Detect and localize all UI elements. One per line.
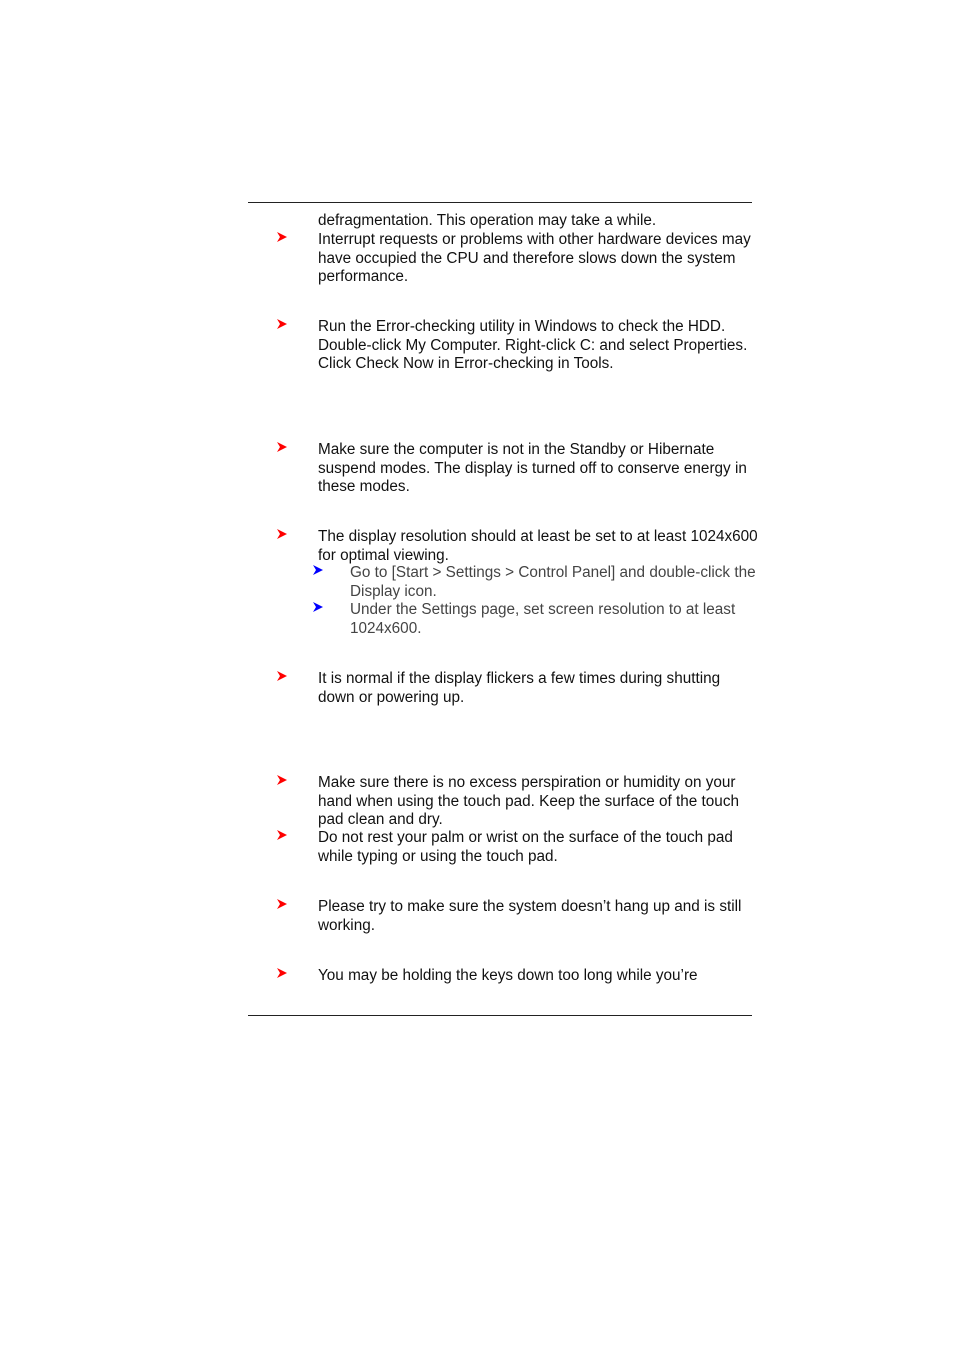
sub-list-item-text: Under the Settings page, set screen resolution to at least 1024x600. — [350, 601, 736, 637]
list-item-text: You may be holding the keys down too long while you’re — [318, 967, 698, 984]
red-arrow-bullet-icon — [276, 318, 292, 337]
list-item-text: Please try to make sure the system doesn’t hang up and is still working. — [318, 898, 742, 934]
red-arrow-bullet-icon — [276, 670, 292, 689]
red-arrow-bullet-icon — [276, 528, 292, 547]
list-item-text: Make sure there is no excess perspiration or humidity on your hand when using the touch pad. Keep the surface of the touch pad clean and dry. — [318, 774, 739, 829]
list-item-text: Run the Error-checking utility in Windows to check the HDD. Double-click My Computer. Right-click C: and select Properties. Click Check Now in Error-checking in Tools. — [318, 318, 748, 373]
list-item-text: It is normal if the display flickers a few times during shutting down or powering up. — [318, 670, 721, 706]
continued-text: defragmentation. This operation may take a while. — [318, 212, 657, 229]
list-item-text: Make sure the computer is not in the Standby or Hibernate suspend modes. The display is turned off to conserve energy in these modes. — [318, 441, 747, 496]
red-arrow-bullet-icon — [276, 441, 292, 460]
top-rule — [248, 202, 752, 203]
list-item-text: Do not rest your palm or wrist on the surface of the touch pad while typing or using the touch pad. — [318, 829, 733, 865]
blue-arrow-bullet-icon — [312, 564, 328, 583]
red-arrow-bullet-icon — [276, 967, 292, 986]
red-arrow-bullet-icon — [276, 231, 292, 250]
red-arrow-bullet-icon — [276, 774, 292, 793]
blue-arrow-bullet-icon — [312, 601, 328, 620]
list-item-text: Interrupt requests or problems with other hardware devices may have occupied the CPU and therefore slows down the system performance. — [318, 231, 751, 286]
sub-list-item-text: Go to [Start > Settings > Control Panel] and double-click the Display icon. — [350, 564, 756, 600]
red-arrow-bullet-icon — [276, 829, 292, 848]
bottom-rule — [248, 1015, 752, 1016]
red-arrow-bullet-icon — [276, 898, 292, 917]
list-item-text: The display resolution should at least be set to at least 1024x600 for optimal viewing. — [318, 528, 758, 564]
